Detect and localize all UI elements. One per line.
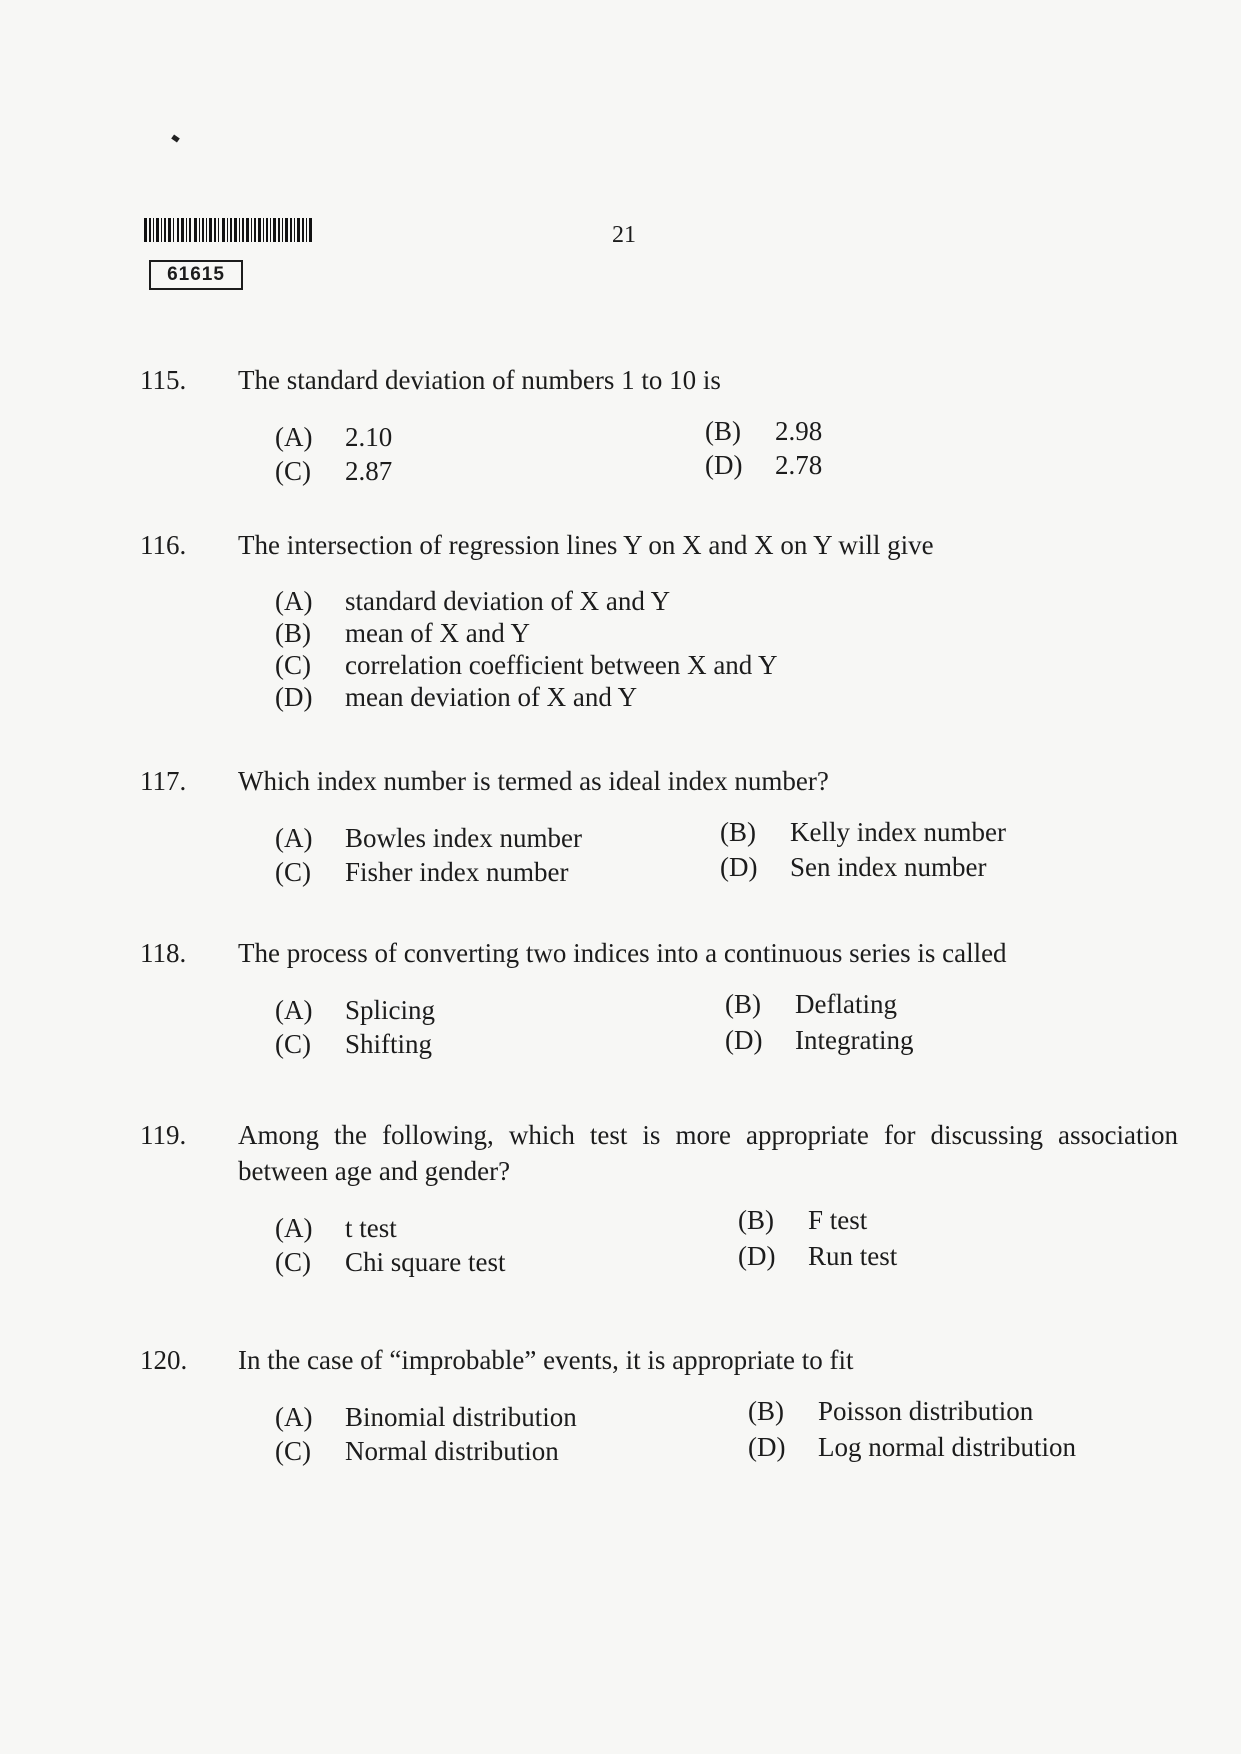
option-letter: (B)	[738, 1205, 774, 1235]
option-letter: (B)	[275, 618, 311, 648]
option-text: Run test	[808, 1241, 898, 1271]
options	[140, 989, 1200, 1061]
question-115	[140, 362, 1200, 488]
option-text: 2.10	[345, 422, 393, 452]
question-number: 117.	[140, 766, 187, 796]
question-117	[140, 763, 1200, 889]
option-text: Binomial distribution	[345, 1402, 577, 1432]
option-b[interactable]	[705, 414, 822, 448]
question-number: 119.	[140, 1120, 187, 1150]
option-letter: (C)	[275, 1029, 311, 1059]
question-text: Which index number is termed as ideal index number?	[238, 766, 829, 796]
option-letter: (D)	[748, 1432, 786, 1462]
option-b[interactable]	[738, 1203, 867, 1237]
option-text: Fisher index number	[345, 857, 569, 887]
option-c[interactable]	[275, 855, 568, 889]
scan-speck	[171, 134, 180, 142]
option-text: 2.78	[775, 450, 823, 480]
option-text: 2.87	[345, 456, 393, 486]
option-letter: (D)	[275, 682, 313, 712]
option-letter: (D)	[705, 450, 743, 480]
option-text: 2.98	[775, 416, 823, 446]
paper-code: 61615	[167, 264, 225, 285]
option-b[interactable]	[275, 617, 1200, 649]
option-b[interactable]	[720, 815, 1006, 849]
option-letter: (D)	[720, 852, 758, 882]
question-number: 120.	[140, 1345, 188, 1375]
option-letter: (B)	[725, 989, 761, 1019]
question-text: The intersection of regression lines Y on X and X on Y will give	[238, 530, 934, 560]
option-b[interactable]	[748, 1394, 1033, 1428]
option-text: Log normal distribution	[818, 1432, 1076, 1462]
option-a[interactable]	[275, 1400, 577, 1434]
option-letter: (B)	[720, 817, 756, 847]
question-text: The standard deviation of numbers 1 to 10 is	[238, 365, 721, 395]
option-text: Shifting	[345, 1029, 433, 1059]
question-number: 118.	[140, 938, 187, 968]
option-letter: (A)	[275, 995, 313, 1025]
option-a[interactable]	[275, 993, 435, 1027]
option-letter: (C)	[275, 650, 311, 680]
option-d[interactable]	[725, 1023, 913, 1057]
option-letter: (A)	[275, 422, 313, 452]
option-text: Kelly index number	[790, 817, 1006, 847]
option-text: Bowles index number	[345, 823, 582, 853]
paper-code-box	[149, 260, 243, 290]
option-a[interactable]	[275, 585, 1200, 617]
question-number: 115.	[140, 365, 187, 395]
option-letter: (D)	[725, 1025, 763, 1055]
option-c[interactable]	[275, 649, 1200, 681]
options	[140, 1205, 1200, 1279]
question-118	[140, 935, 1200, 1061]
option-letter: (C)	[275, 1436, 311, 1466]
options	[140, 1396, 1200, 1468]
option-b[interactable]	[725, 987, 897, 1021]
options	[140, 416, 1200, 488]
option-c[interactable]	[275, 1027, 432, 1061]
option-text: mean of X and Y	[345, 618, 530, 648]
barcode	[144, 218, 312, 242]
option-text: Sen index number	[790, 852, 987, 882]
question-116	[140, 527, 1200, 713]
option-text: Deflating	[795, 989, 897, 1019]
option-text: Integrating	[795, 1025, 914, 1055]
options	[140, 817, 1200, 889]
option-text: Splicing	[345, 995, 436, 1025]
option-d[interactable]	[720, 850, 986, 884]
option-c[interactable]	[275, 454, 392, 488]
page-number: 21	[612, 222, 636, 248]
option-text: Poisson distribution	[818, 1396, 1034, 1426]
option-letter: (B)	[705, 416, 741, 446]
option-letter: (A)	[275, 1402, 313, 1432]
option-d[interactable]	[275, 681, 1200, 713]
question-120	[140, 1342, 1200, 1468]
option-letter: (A)	[275, 823, 313, 853]
option-letter: (C)	[275, 857, 311, 887]
question-number: 116.	[140, 530, 187, 560]
option-c[interactable]	[275, 1434, 559, 1468]
option-text: standard deviation of X and Y	[345, 586, 671, 616]
option-text: mean deviation of X and Y	[345, 682, 638, 712]
question-text: The process of converting two indices into a continuous series is called	[238, 938, 1007, 968]
option-d[interactable]	[705, 448, 822, 482]
option-d[interactable]	[748, 1430, 1076, 1464]
option-text: Normal distribution	[345, 1436, 559, 1466]
option-letter: (D)	[738, 1241, 776, 1271]
option-a[interactable]	[275, 1211, 397, 1245]
option-c[interactable]	[275, 1245, 505, 1279]
option-text: Chi square test	[345, 1247, 506, 1277]
option-a[interactable]	[275, 420, 392, 454]
option-d[interactable]	[738, 1239, 897, 1273]
option-letter: (C)	[275, 456, 311, 486]
option-text: t test	[345, 1213, 397, 1243]
options	[140, 585, 1200, 713]
option-letter: (A)	[275, 586, 313, 616]
option-a[interactable]	[275, 821, 582, 855]
option-letter: (A)	[275, 1213, 313, 1243]
option-text: correlation coefficient between X and Y	[345, 650, 778, 680]
option-letter: (B)	[748, 1396, 784, 1426]
option-letter: (C)	[275, 1247, 311, 1277]
question-text: In the case of “improbable” events, it is appropriate to fit	[238, 1345, 854, 1375]
question-text: Among the following, which test is more appropriate for discussing association between age and gender?	[238, 1120, 1178, 1186]
option-text: F test	[808, 1205, 868, 1235]
question-119	[140, 1117, 1200, 1279]
